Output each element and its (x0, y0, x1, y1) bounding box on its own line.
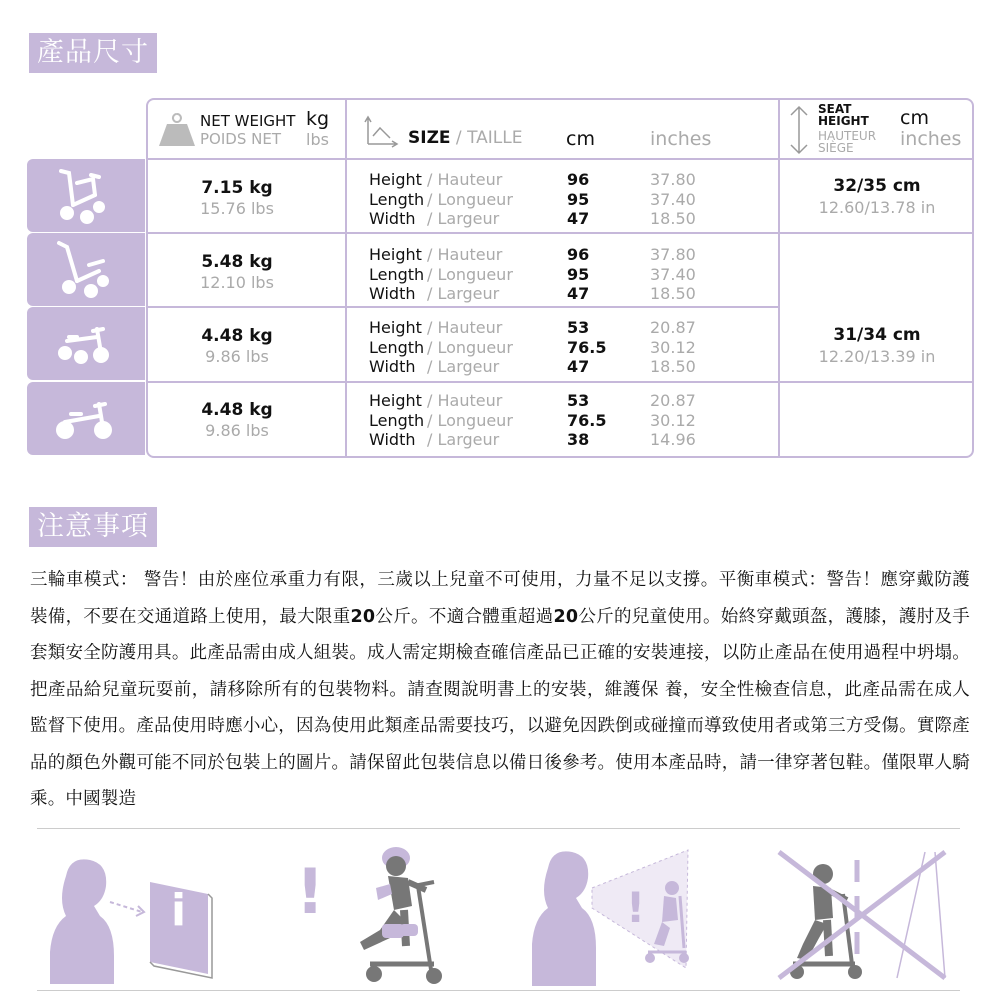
seat-height-1: 32/35 cm 12.60/13.78 in (818, 176, 936, 217)
header-seat-fr: HAUTEUR SIÈGE (818, 129, 877, 155)
table-divider (147, 381, 973, 383)
table-divider (147, 306, 779, 308)
tricycle-icon (47, 313, 123, 375)
table-divider (147, 158, 973, 160)
header-seat-inches: inches (900, 128, 962, 150)
seat-height-2: 31/34 cm 12.20/13.39 in (818, 325, 936, 366)
product-mode-2 (27, 233, 145, 306)
weight-icon (157, 112, 197, 148)
section-title-notice: 注意事項 (29, 507, 157, 547)
row-weight: 4.48 kg 9.86 lbs (201, 400, 273, 440)
seat-height-icon (788, 104, 810, 156)
table-divider (778, 99, 780, 457)
info-icon-letter: i (171, 885, 187, 936)
balance-bike-icon (47, 388, 123, 450)
section-title-dimensions: 產品尺寸 (29, 33, 157, 73)
row-weight: 4.48 kg 9.86 lbs (201, 326, 273, 366)
header-size: SIZE / TAILLE (408, 128, 523, 148)
row-cm-values: 53 76.5 47 (567, 318, 607, 376)
tricycle-push-icon (47, 165, 123, 227)
product-mode-4 (27, 382, 145, 455)
divider-top (37, 828, 960, 829)
no-traffic-riding-icon (775, 848, 950, 983)
svg-text:!: ! (626, 883, 646, 932)
header-weight-lbs: lbs (306, 130, 329, 149)
header-weight-fr: POIDS NET (200, 130, 281, 148)
warning-exclaim-icon: ! (296, 855, 325, 928)
row-inch-values: 20.87 30.12 14.96 (650, 391, 696, 449)
header-seat-en: SEAT HEIGHT (818, 102, 869, 128)
header-size-inches: inches (650, 128, 712, 150)
row-inch-values: 37.80 37.40 18.50 (650, 170, 696, 228)
header-weight-en: NET WEIGHT (200, 112, 296, 130)
table-divider (345, 99, 347, 457)
divider-bottom (37, 990, 960, 991)
adult-supervision-icon (530, 848, 700, 988)
header-seat-cm: cm (900, 107, 929, 129)
read-instructions-icon (48, 856, 218, 986)
product-mode-1 (27, 159, 145, 232)
product-mode-3 (27, 307, 145, 380)
row-weight: 5.48 kg 12.10 lbs (200, 252, 274, 292)
notice-text: 三輪車模式： 警告！由於座位承重力有限，三歲以上兒童不可使用，力量不足以支撐。平衡車模式：警告！應穿戴防護裝備，不要在交通道路上使用，最大限重20公斤。不適合體重超過20公斤的兒童使用。始終穿戴頭盔，護膝，護肘及手套類安全防護用具。此產品需由成人組裝。成人需定期檢查確信產品已正確的安裝連接，以防止產品在使用過程中坍塌。把產品給兒童玩耍前，請移除所有的包裝物料。請查閱說明書上的安裝，維護保 養，安全性檢查信息，此產品需在成人監督下使用。產品使用時應小心，因為使用此類產品需要技巧，以避免因跌倒或碰撞而導致使用者或第三方受傷。實際產品的顏色外觀可能不同於包裝上的圖片。請保留此包裝信息以備日後參考。使用本產品時，請一律穿著包鞋。僅限單人騎乘。中國製造 (30, 570, 971, 809)
row-weight: 7.15 kg 15.76 lbs (200, 178, 274, 218)
row-inch-values: 20.87 30.12 18.50 (650, 318, 696, 376)
header-size-cm: cm (566, 128, 595, 150)
header-weight-kg: kg (306, 108, 330, 130)
row-cm-values: 96 95 47 (567, 170, 590, 228)
tricycle-handle-icon (47, 239, 123, 301)
scooter-rider-icon (350, 846, 460, 986)
row-inch-values: 37.80 37.40 18.50 (650, 245, 696, 303)
table-divider (147, 232, 973, 234)
row-cm-values: 53 76.5 38 (567, 391, 607, 449)
size-icon (364, 114, 400, 148)
row-cm-values: 96 95 47 (567, 245, 590, 303)
